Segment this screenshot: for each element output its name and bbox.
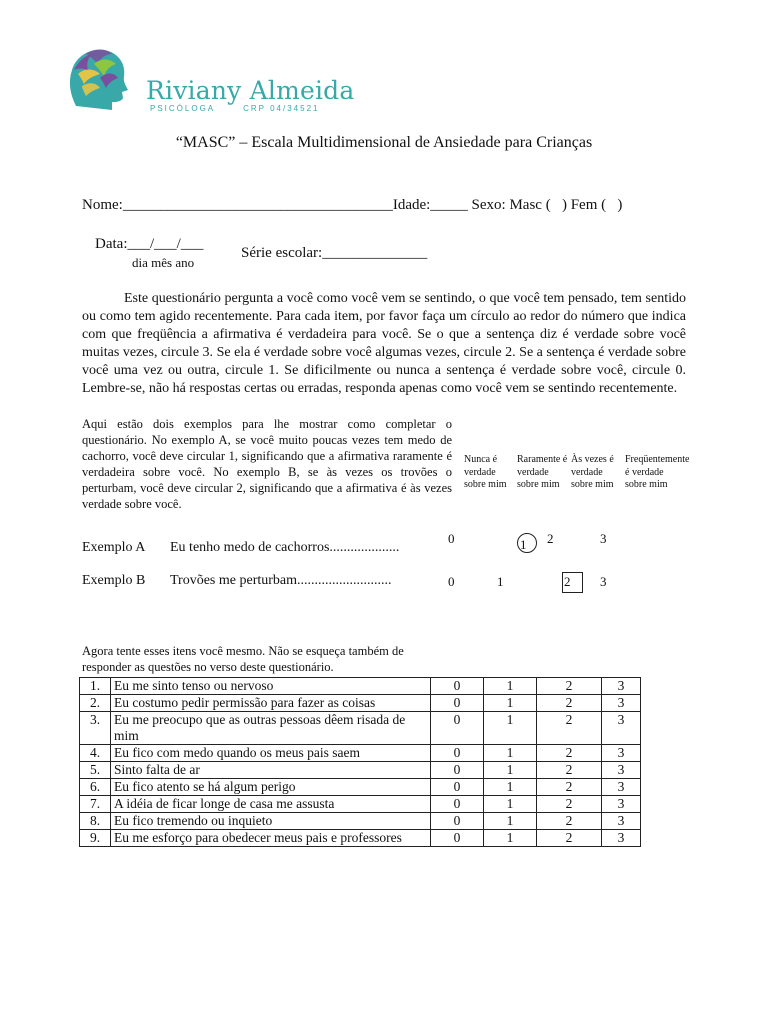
- item-option-0[interactable]: 0: [431, 830, 484, 847]
- item-option-0[interactable]: 0: [431, 678, 484, 695]
- examples-intro: Aqui estão dois exemplos para lhe mostrar como completar o questionário. No exemplo A, se você muito poucas vezes tem medo de cachorro, você deve circular 1, significando que a afirmativa raramente é verdadeira sobre você. No exemplo B, se às vezes os trovões o perturbam, você deve circular 2, significando que a afirmativa é às vezes verdade sobre você.: [82, 417, 452, 511]
- item-option-3[interactable]: 3: [602, 830, 641, 847]
- column-header-often: Freqüentemente é verdade sobre mim: [625, 454, 690, 490]
- table-row: [80, 830, 641, 847]
- example-b-option-1: 1: [497, 574, 504, 589]
- column-header-sometimes: Às vezes é verdade sobre mim: [571, 454, 614, 490]
- item-option-2[interactable]: 2: [537, 745, 602, 762]
- item-text: Eu costumo pedir permissão para fazer as coisas: [111, 695, 431, 712]
- instructions-paragraph: Este questionário pergunta a você como você vem se sentindo, o que você tem pensado, tem sentido ou como tem agido recentemente. Para cada item, por favor faça um círculo ao redor do número que indica com que freqüência a afirmativa é verdadeira para você. Se o que a sentença diz é verdade sobre você muitas vezes, circule 3. Se ela é verdade sobre você algumas vezes, circule 2. Se a sentença é verdade sobre você uma vez ou outra, circule 1. Se dificilmente ou nunca a sentença é verdade sobre você, circule 0. Lembre-se, não há respostas certas ou erradas, responda apenas como você vem se sentindo recentemente.: [82, 291, 686, 396]
- item-option-3[interactable]: 3: [602, 779, 641, 796]
- item-option-1[interactable]: 1: [484, 779, 537, 796]
- item-option-3[interactable]: 3: [602, 712, 641, 745]
- logo-name: Riviany Almeida: [146, 76, 355, 105]
- logo-profession: PSICÓLOGA: [150, 104, 216, 113]
- item-option-0[interactable]: 0: [431, 779, 484, 796]
- item-text: Sinto falta de ar: [111, 762, 431, 779]
- item-option-2[interactable]: 2: [537, 830, 602, 847]
- date-line: Data:___/___/___: [95, 236, 204, 252]
- page-title: “MASC” – Escala Multidimensional de Ansiedade para Crianças: [175, 134, 593, 151]
- item-text: Eu fico com medo quando os meus pais saem: [111, 745, 431, 762]
- example-b-selection-box: [562, 572, 583, 593]
- table-row: [80, 678, 641, 695]
- example-b-option-0: 0: [448, 574, 455, 589]
- example-a-text: Eu tenho medo de cachorros....................: [170, 540, 400, 555]
- example-a-label: Exemplo A: [82, 540, 146, 555]
- example-a-selection-circle: [517, 533, 537, 553]
- try-items-text: Agora tente esses itens você mesmo. Não se esqueça também de responder as questões no verso deste questionário.: [82, 644, 404, 674]
- item-option-1[interactable]: 1: [484, 745, 537, 762]
- item-number: 9.: [80, 830, 111, 847]
- item-option-2[interactable]: 2: [537, 813, 602, 830]
- column-header-never: Nunca é verdade sobre mim: [464, 454, 507, 490]
- date-sub-label: dia mês ano: [132, 255, 195, 270]
- item-option-2[interactable]: 2: [537, 678, 602, 695]
- table-row: [80, 796, 641, 813]
- item-text: Eu fico tremendo ou inquieto: [111, 813, 431, 830]
- example-b-option-2: 2: [564, 574, 571, 589]
- item-option-2[interactable]: 2: [537, 762, 602, 779]
- logo-head-icon: [66, 44, 132, 114]
- example-b-text: Trovões me perturbam...........................: [170, 573, 392, 588]
- table-row: [80, 762, 641, 779]
- example-b-option-3: 3: [600, 574, 607, 589]
- school-grade-line: Série escolar:______________: [241, 245, 428, 261]
- logo-crp: CRP 04/34521: [243, 104, 320, 113]
- item-option-2[interactable]: 2: [537, 796, 602, 813]
- item-number: 3.: [80, 712, 111, 745]
- example-a-option-0: 0: [448, 531, 455, 546]
- table-row: [80, 745, 641, 762]
- item-option-0[interactable]: 0: [431, 796, 484, 813]
- item-option-1[interactable]: 1: [484, 678, 537, 695]
- item-option-3[interactable]: 3: [602, 678, 641, 695]
- item-number: 1.: [80, 678, 111, 695]
- table-row: [80, 813, 641, 830]
- item-option-0[interactable]: 0: [431, 745, 484, 762]
- item-text: A idéia de ficar longe de casa me assusta: [111, 796, 431, 813]
- item-text: Eu me esforço para obedecer meus pais e professores: [111, 830, 431, 847]
- item-option-2[interactable]: 2: [537, 712, 602, 745]
- items-table: [79, 677, 641, 847]
- item-number: 4.: [80, 745, 111, 762]
- item-option-1[interactable]: 1: [484, 712, 537, 745]
- item-option-1[interactable]: 1: [484, 813, 537, 830]
- item-number: 7.: [80, 796, 111, 813]
- item-option-1[interactable]: 1: [484, 762, 537, 779]
- item-option-1[interactable]: 1: [484, 830, 537, 847]
- item-option-1[interactable]: 1: [484, 796, 537, 813]
- item-option-2[interactable]: 2: [537, 779, 602, 796]
- item-option-0[interactable]: 0: [431, 813, 484, 830]
- item-text: Eu me sinto tenso ou nervoso: [111, 678, 431, 695]
- example-a-option-2: 2: [547, 531, 554, 546]
- item-option-0[interactable]: 0: [431, 712, 484, 745]
- item-number: 8.: [80, 813, 111, 830]
- item-number: 5.: [80, 762, 111, 779]
- example-a-option-3: 3: [600, 531, 607, 546]
- item-option-0[interactable]: 0: [431, 762, 484, 779]
- item-text: Eu fico atento se há algum perigo: [111, 779, 431, 796]
- item-option-3[interactable]: 3: [602, 695, 641, 712]
- table-row: [80, 695, 641, 712]
- item-option-3[interactable]: 3: [602, 813, 641, 830]
- logo-subtitle: [150, 104, 347, 113]
- example-a-option-1: 1: [520, 537, 527, 552]
- column-header-rarely: Raramente é verdade sobre mim: [517, 454, 568, 490]
- item-text: Eu me preocupo que as outras pessoas dêem risada de mim: [111, 712, 431, 745]
- item-option-1[interactable]: 1: [484, 695, 537, 712]
- item-option-3[interactable]: 3: [602, 745, 641, 762]
- table-row: [80, 712, 641, 745]
- item-option-3[interactable]: 3: [602, 796, 641, 813]
- item-option-0[interactable]: 0: [431, 695, 484, 712]
- item-option-3[interactable]: 3: [602, 762, 641, 779]
- table-row: [80, 779, 641, 796]
- item-number: 2.: [80, 695, 111, 712]
- name-age-sex-line: Nome:____________________________________Idade:_____ Sexo: Masc ( ) Fem ( ): [82, 197, 623, 213]
- example-b-label: Exemplo B: [82, 573, 146, 588]
- item-option-2[interactable]: 2: [537, 695, 602, 712]
- item-number: 6.: [80, 779, 111, 796]
